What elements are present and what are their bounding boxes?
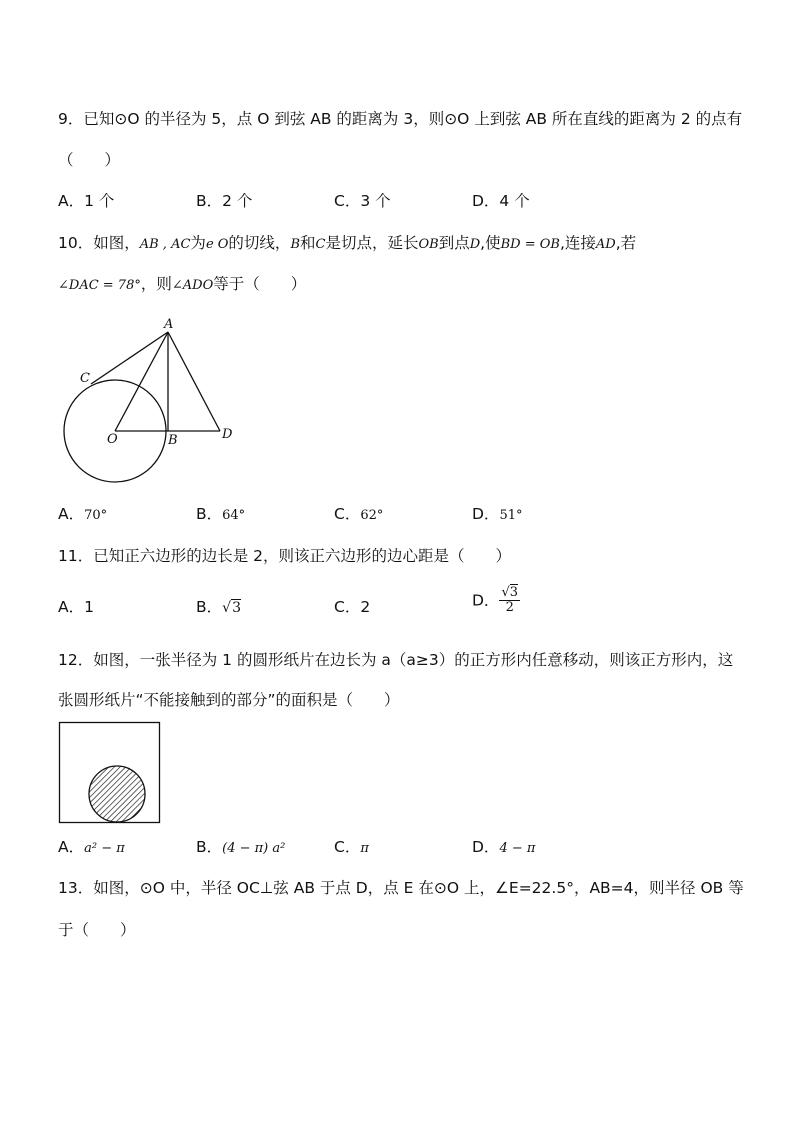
segment-ac <box>91 332 168 384</box>
sqrt-symbol: √3 <box>222 600 241 616</box>
label-d: D <box>222 427 233 442</box>
q12-option-b: B．(4 − π) a² <box>196 838 286 856</box>
fraction: $\frac{√3}{2}$ <box>501 585 519 615</box>
q12-option-d: D．4 − π <box>472 838 536 856</box>
segment-ad <box>168 332 220 431</box>
q9-option-c: C．3 个 <box>334 192 391 210</box>
label-c: C <box>80 371 90 386</box>
q10-tangent-figure <box>60 312 250 492</box>
q9-answer-paren: （ ） <box>58 151 121 169</box>
q10-stem-line2: ∠DAC = 78°，则∠ADO等于（ ） <box>58 275 307 293</box>
q9-option-d: D．4 个 <box>472 192 530 210</box>
segment-ao <box>115 332 168 431</box>
q12-square-figure <box>58 721 162 825</box>
q12-option-a: A．a² − π <box>58 838 125 856</box>
q9-option-a: A．1 个 <box>58 192 115 210</box>
q10-option-b: B．64° <box>196 505 246 523</box>
q11-option-b: B．√3 <box>196 598 241 616</box>
label-o: O <box>107 432 118 447</box>
q13-stem-line2: 于（ ） <box>58 921 136 939</box>
q10-option-d: D．51° <box>472 505 523 523</box>
label-a: A <box>164 317 174 332</box>
label-b: B <box>168 433 178 448</box>
hatched-disc <box>89 766 145 822</box>
q10-option-a: A．70° <box>58 505 108 523</box>
q11-option-c: C．2 <box>334 598 371 616</box>
q12-stem-line1: 12．如图，一张半径为 1 的圆形纸片在边长为 a（a≥3）的正方形内任意移动，则该正方形内，这 <box>58 651 734 669</box>
q12-stem-line2: 张圆形纸片“不能接触到的部分”的面积是（ ） <box>58 691 400 709</box>
q10-stem-line1: 10．如图，AB , AC为e O的切线，B和C是切点，延长OB到点D,使BD = OB,连接AD,若 <box>58 234 637 252</box>
q13-stem-line1: 13．如图，⊙O 中，半径 OC⊥弦 AB 于点 D，点 E 在⊙O 上，∠E=22.5°，AB=4，则半径 OB 等 <box>58 879 744 897</box>
q11-option-d: D． $\frac{√3}{2}$ <box>472 585 519 615</box>
q11-option-a: A．1 <box>58 598 94 616</box>
q9-stem: 9．已知⊙O 的半径为 5，点 O 到弦 AB 的距离为 3，则⊙O 上到弦 AB 所在直线的距离为 2 的点有 <box>58 110 743 128</box>
q11-stem: 11．已知正六边形的边长是 2，则该正六边形的边心距是（ ） <box>58 547 512 565</box>
q12-option-c: C．π <box>334 838 369 856</box>
q10-option-c: C．62° <box>334 505 384 523</box>
q9-option-b: B．2 个 <box>196 192 253 210</box>
